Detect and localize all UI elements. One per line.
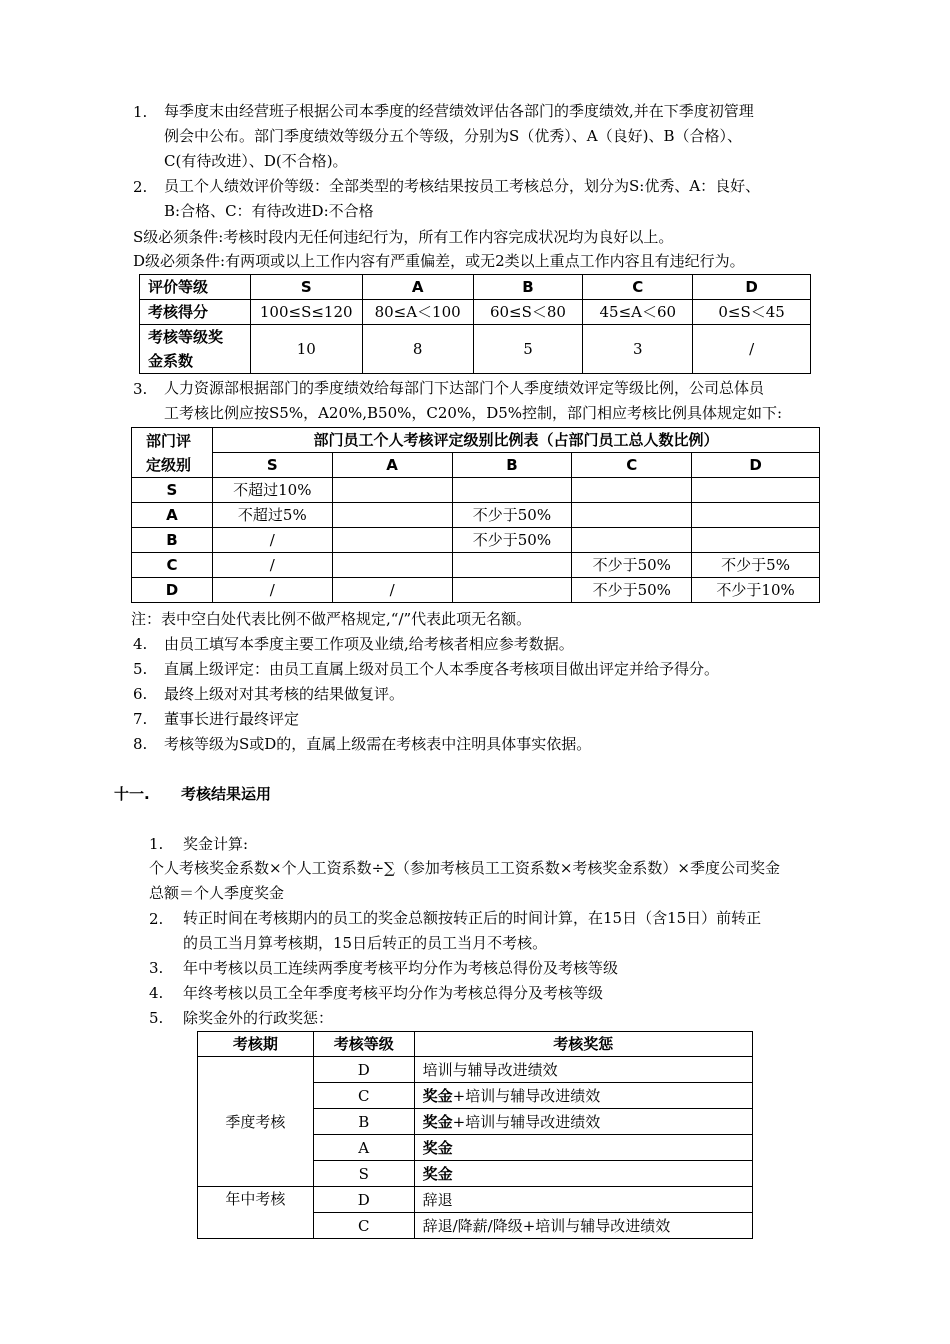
- reward-text: +培训与辅导改进绩效: [452, 1112, 601, 1131]
- bonus-formula: [149, 856, 780, 906]
- table-cell: [572, 528, 692, 553]
- table-note: 注：表中空白处代表比例不做严格规定,“/”代表此项无名额。: [131, 610, 532, 628]
- reward-bold: 奖金: [422, 1138, 453, 1157]
- list-item-admin: 除奖金外的行政奖惩：: [183, 1009, 334, 1027]
- table-header-cell: S: [250, 275, 362, 300]
- reward-cell: [414, 1057, 752, 1083]
- text-line: 个人考核奖金系数×个人工资系数÷∑（参加考核员工工资系数×考核奖金系数）×季度公司奖金: [149, 859, 780, 877]
- table-cell: [452, 478, 572, 503]
- reward-cell: [414, 1213, 752, 1239]
- table-cell: 不少于5%: [692, 553, 820, 578]
- row-grade: S: [132, 478, 213, 503]
- row-label: 考核得分: [140, 300, 251, 325]
- corner-header-line: 部门评: [146, 431, 192, 450]
- list-item-bonus: 奖金计算:: [183, 835, 249, 853]
- table-cell: /: [693, 325, 811, 374]
- text-line: 每季度末由经营班子根据公司本季度的经营绩效评估各部门的季度绩效,并在下季度初管理: [164, 102, 754, 120]
- table-cell: /: [212, 553, 332, 578]
- s-grade-condition: S级必须条件:考核时段内无任何违纪行为，所有工作内容完成状况均为良好以上。: [133, 228, 674, 246]
- grade-cell: S: [313, 1161, 414, 1187]
- table-header-cell: D: [693, 275, 811, 300]
- grade-cell: B: [313, 1109, 414, 1135]
- table-row: [198, 1057, 753, 1083]
- text-line: 总额＝个人季度奖金: [149, 884, 285, 902]
- list-number: 5.: [149, 1009, 164, 1027]
- table-cell: 不少于10%: [692, 578, 820, 603]
- list-number: 2.: [149, 910, 164, 928]
- text-line: 员工个人绩效评价等级：全部类型的考核结果按员工考核总分，划分为S:优秀、A：良好、: [164, 177, 761, 195]
- row-grade: B: [132, 528, 213, 553]
- row-grade: C: [132, 553, 213, 578]
- list-number: 1.: [133, 103, 148, 121]
- list-item-2: [164, 174, 760, 224]
- table-cell: 不少于50%: [572, 553, 692, 578]
- table-cell: 不超过10%: [212, 478, 332, 503]
- list-item-4: 由员工填写本季度主要工作项及业绩,给考核者相应参考数据。: [164, 635, 574, 653]
- list-number: 7.: [133, 710, 148, 728]
- table-cell: 100≤S≤120: [250, 300, 362, 325]
- table-row: [132, 553, 820, 578]
- reward-text: 辞退: [422, 1190, 453, 1209]
- d-grade-condition: D级必须条件:有两项或以上工作内容有严重偏差，或无2类以上重点工作内容且有违纪行为。: [133, 252, 745, 270]
- table-header-cell: B: [452, 453, 572, 478]
- section-title: 考核结果运用: [181, 785, 272, 803]
- text-line: 的员工当月算考核期，15日后转正的员工当月不考核。: [183, 934, 548, 952]
- table-cell: 不少于50%: [572, 578, 692, 603]
- table-cell: 8: [362, 325, 473, 374]
- table-cell: [452, 578, 572, 603]
- list-item-probation: [183, 906, 761, 956]
- reward-cell: [414, 1109, 752, 1135]
- table-header-cell: C: [572, 453, 692, 478]
- reward-cell: [414, 1187, 752, 1213]
- section-number: 十一.: [114, 785, 150, 803]
- table-row: [132, 478, 820, 503]
- table-cell: 不少于50%: [452, 503, 572, 528]
- list-number: 4.: [133, 635, 148, 653]
- table-header-cell: 考核等级: [313, 1032, 414, 1057]
- row-grade: D: [132, 578, 213, 603]
- list-number: 2.: [133, 178, 148, 196]
- reward-cell: [414, 1083, 752, 1109]
- reward-text: 辞退/降薪/降级+培训与辅导改进绩效: [422, 1216, 671, 1235]
- table-cell: 不少于50%: [452, 528, 572, 553]
- list-item-8: 考核等级为S或D的，直属上级需在考核表中注明具体事实依据。: [164, 735, 592, 753]
- grade-cell: D: [313, 1057, 414, 1083]
- reward-penalty-table: [197, 1031, 753, 1239]
- table-cell: [332, 553, 452, 578]
- text-line: C(有待改进）、D(不合格)。: [164, 152, 348, 170]
- list-item-6: 最终上级对对其考核的结果做复评。: [164, 685, 405, 703]
- grade-score-table: [139, 274, 811, 374]
- list-number: 6.: [133, 685, 148, 703]
- row-grade: A: [132, 503, 213, 528]
- table-cell: 60≤S＜80: [473, 300, 583, 325]
- table-header-cell: 考核奖惩: [414, 1032, 752, 1057]
- grade-cell: D: [313, 1187, 414, 1213]
- table-cell: 10: [250, 325, 362, 374]
- row-label-line: 金系数: [148, 352, 194, 370]
- reward-cell: [414, 1135, 752, 1161]
- text-line: B:合格、C：有待改进D:不合格: [164, 202, 374, 220]
- list-item-yearend: 年终考核以员工全年季度考核平均分作为考核总得分及考核等级: [183, 984, 604, 1002]
- list-item-3: [164, 376, 782, 426]
- reward-text: 培训与辅导改进绩效: [422, 1060, 558, 1079]
- table-cell: 5: [473, 325, 583, 374]
- list-number: 1.: [149, 835, 164, 853]
- table-header-cell: A: [332, 453, 452, 478]
- table-header-cell: C: [583, 275, 693, 300]
- period-cell-midyear: 年中考核: [198, 1187, 314, 1239]
- grade-cell: A: [313, 1135, 414, 1161]
- list-item-midyear: 年中考核以员工连续两季度考核平均分作为考核总得份及考核等级: [183, 959, 619, 977]
- reward-bold: 奖金: [422, 1164, 453, 1183]
- period-cell-quarterly: 季度考核: [198, 1057, 314, 1187]
- table-cell: [452, 553, 572, 578]
- list-item-7: 董事长进行最终评定: [164, 710, 300, 728]
- table-cell: [332, 503, 452, 528]
- table-cell: [692, 478, 820, 503]
- department-ratio-table: [131, 427, 820, 603]
- reward-text: +培训与辅导改进绩效: [452, 1086, 601, 1105]
- table-cell: /: [212, 578, 332, 603]
- corner-header-line: 定级别: [146, 455, 192, 474]
- text-line: 人力资源部根据部门的季度绩效给每部门下达部门个人季度绩效评定等级比例，公司总体员: [164, 379, 765, 397]
- table-cell: /: [332, 578, 452, 603]
- table-row: [198, 1187, 753, 1213]
- table-cell: [572, 478, 692, 503]
- table-header-cell: B: [473, 275, 583, 300]
- list-number: 3.: [149, 959, 164, 977]
- list-number: 5.: [133, 660, 148, 678]
- table-header-cell: D: [692, 453, 820, 478]
- list-item-5: 直属上级评定：由员工直属上级对员工个人本季度各考核项目做出评定并给予得分。: [164, 660, 720, 678]
- reward-cell: [414, 1161, 752, 1187]
- text-line: 工考核比例应按S5%，A20%,B50%，C20%，D5%控制，部门相应考核比例具体规定如下:: [164, 404, 783, 422]
- table-cell: [692, 503, 820, 528]
- table-cell: [572, 503, 692, 528]
- table-row: [132, 503, 820, 528]
- table-cell: /: [212, 528, 332, 553]
- table-header-cell: 评价等级: [140, 275, 251, 300]
- grade-cell: C: [313, 1083, 414, 1109]
- table-title: 部门员工个人考核评定级别比例表（占部门员工总人数比例）: [212, 428, 819, 453]
- row-label-line: 考核等级奖: [148, 328, 224, 346]
- list-number: 8.: [133, 735, 148, 753]
- table-header-cell: 考核期: [198, 1032, 314, 1057]
- table-cell: 80≤A＜100: [362, 300, 473, 325]
- table-row: [132, 528, 820, 553]
- text-line: 例会中公布。部门季度绩效等级分五个等级，分别为S（优秀）、A（良好)、B（合格）、: [164, 127, 742, 145]
- table-cell: [692, 528, 820, 553]
- reward-bold: 奖金: [422, 1086, 453, 1105]
- row-label: [140, 325, 251, 374]
- text-line: 转正时间在考核期内的员工的奖金总额按转正后的时间计算，在15日（含15日）前转正: [183, 909, 762, 927]
- table-cell: [332, 528, 452, 553]
- table-cell: 3: [583, 325, 693, 374]
- table-cell: 45≤A＜60: [583, 300, 693, 325]
- list-number: 3.: [133, 380, 148, 398]
- corner-header: [132, 428, 213, 478]
- list-item-1: [164, 99, 754, 174]
- table-row: [132, 578, 820, 603]
- table-header-cell: S: [212, 453, 332, 478]
- table-cell: [332, 478, 452, 503]
- table-cell: 不超过5%: [212, 503, 332, 528]
- table-header-cell: A: [362, 275, 473, 300]
- grade-cell: C: [313, 1213, 414, 1239]
- list-number: 4.: [149, 984, 164, 1002]
- table-cell: 0≤S＜45: [693, 300, 811, 325]
- reward-bold: 奖金: [422, 1112, 453, 1131]
